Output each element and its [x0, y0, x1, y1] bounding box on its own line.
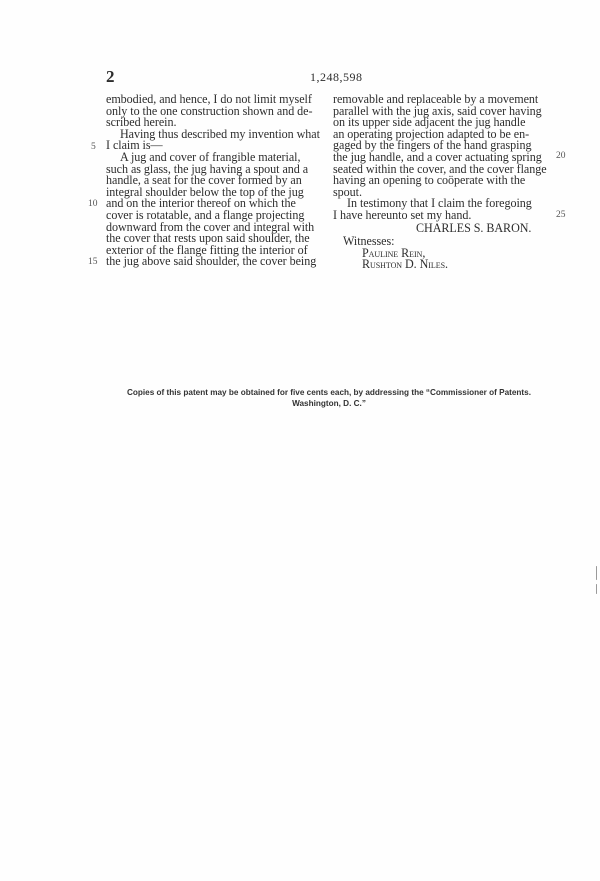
line-number-5: 5	[91, 142, 96, 152]
patent-number: 1,248,598	[310, 70, 363, 84]
text-line: only to the one construction shown and de-	[106, 103, 313, 118]
claim-text-line: the jug above said shoulder, the cover being	[106, 254, 317, 269]
claim-text-line: A jug and cover of frangible material,	[120, 149, 301, 164]
claim-text-line: and on the interior thereof on which the	[106, 196, 296, 211]
claim-text-line: an operating projection adapted to be en-	[333, 126, 530, 141]
claim-text-line: parallel with the jug axis, said cover having	[333, 103, 542, 118]
scan-artifact	[596, 584, 597, 594]
claim-text-line: cover is rotatable, and a flange projecting	[106, 207, 305, 222]
left-column	[106, 94, 324, 268]
line-number-20: 20	[556, 151, 566, 161]
text-line: I claim is—	[106, 138, 163, 153]
claim-text-line: the cover that rests upon said shoulder, the	[106, 231, 310, 246]
claim-text-line: downward from the cover and integral with	[106, 219, 315, 234]
claim-text-line: seated within the cover, and the cover flange	[333, 161, 547, 176]
right-column	[333, 94, 552, 271]
witnesses-label: Witnesses:	[343, 233, 395, 248]
claim-text-line: integral shoulder below the top of the jug	[106, 184, 304, 199]
claim-text-line: exterior of the flange fitting the interior of	[106, 242, 308, 257]
testimony-line: In testimony that I claim the foregoing	[347, 196, 532, 211]
text-line: Having thus described my invention what	[120, 126, 320, 141]
line-number-10: 10	[88, 199, 98, 209]
claim-text-line: spout.	[333, 184, 362, 199]
testimony-line: I have hereunto set my hand.	[333, 207, 472, 222]
claim-text-line: such as glass, the jug having a spout and a	[106, 161, 309, 176]
claim-text-line: the jug handle, and a cover actuating spring	[333, 149, 542, 164]
scan-artifact	[596, 566, 597, 580]
footer-line: Copies of this patent may be obtained for five cents each, by addressing the “Commissioner of Patents.	[126, 388, 531, 397]
inventor-signature: CHARLES S. BARON.	[416, 220, 532, 235]
page-number: 2	[106, 67, 116, 86]
footer-note	[104, 387, 554, 409]
claim-text-line: on its upper side adjacent the jug handle	[333, 115, 526, 130]
footer-line: Washington, D. C.”	[292, 399, 366, 408]
claim-text-line: gaged by the fingers of the hand grasping	[333, 138, 532, 153]
claim-text-line: handle, a seat for the cover formed by an	[106, 173, 302, 188]
line-number-25: 25	[556, 210, 566, 220]
text-line: embodied, and hence, I do not limit myself	[106, 92, 312, 106]
line-number-15: 15	[88, 257, 98, 267]
claim-text-line: having an opening to coöperate with the	[333, 173, 526, 188]
witness-name: Rushton D. Niles.	[362, 257, 448, 272]
text-line: scribed herein.	[106, 115, 177, 130]
claim-text-line: removable and replaceable by a movement	[333, 92, 539, 106]
witness-name: Pauline Rein,	[362, 245, 426, 260]
